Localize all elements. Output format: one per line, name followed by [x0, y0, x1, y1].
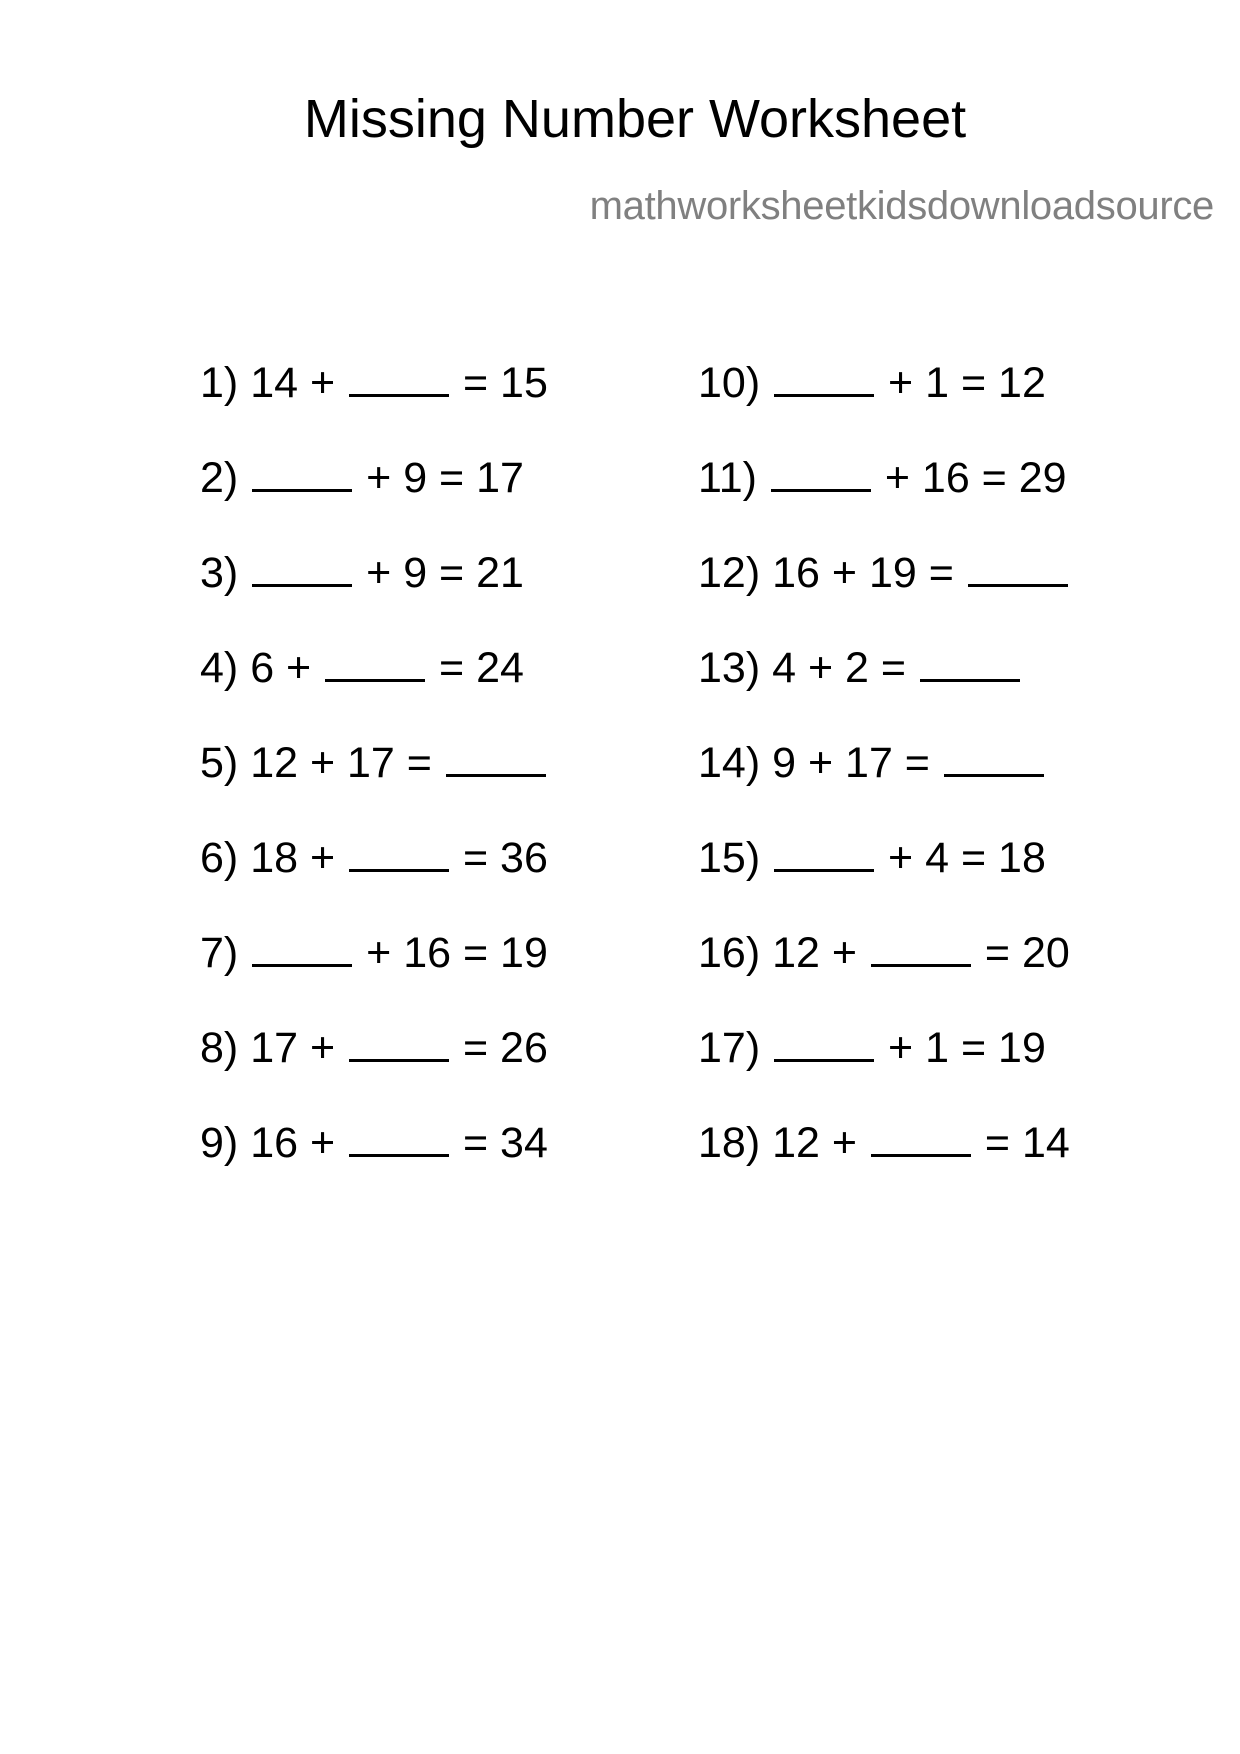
equation-text: 14 +	[250, 359, 348, 407]
answer-blank[interactable]	[349, 825, 449, 872]
problem-number: 12)	[698, 549, 773, 597]
problem-item	[200, 730, 548, 825]
equation-text: 6 +	[250, 644, 324, 692]
problem-item	[200, 635, 548, 730]
answer-blank[interactable]	[349, 350, 449, 397]
answer-blank[interactable]	[252, 920, 352, 967]
problem-number: 2)	[200, 454, 251, 502]
answer-blank[interactable]	[968, 540, 1068, 587]
problem-item	[698, 635, 1070, 730]
problem-item	[698, 1015, 1070, 1110]
equation-text: 12 + 17 =	[250, 739, 444, 787]
answer-blank[interactable]	[325, 635, 425, 682]
answer-blank[interactable]	[871, 920, 971, 967]
equation-text: = 34	[451, 1119, 548, 1167]
equation-text: = 20	[972, 929, 1070, 977]
problem-number: 9)	[200, 1119, 251, 1167]
problem-column-left	[200, 350, 548, 1205]
answer-blank[interactable]	[774, 825, 874, 872]
answer-blank[interactable]	[349, 1015, 449, 1062]
problem-number: 5)	[200, 739, 251, 787]
problem-item	[200, 825, 548, 920]
answer-blank[interactable]	[920, 635, 1020, 682]
source-watermark: mathworksheetkidsdownloadsource	[589, 184, 1214, 228]
answer-blank[interactable]	[446, 730, 546, 777]
equation-text: 9 + 17 =	[772, 739, 942, 787]
equation-text: + 9 = 21	[354, 549, 524, 597]
equation-text: + 9 = 17	[354, 454, 524, 502]
problem-item	[200, 1015, 548, 1110]
problem-number: 13)	[698, 644, 773, 692]
problem-item	[698, 350, 1070, 445]
problem-number: 6)	[200, 834, 251, 882]
answer-blank[interactable]	[349, 1110, 449, 1157]
equation-text: 12 +	[772, 929, 869, 977]
equation-text: + 1 = 12	[876, 359, 1046, 407]
problem-item	[200, 540, 548, 635]
answer-blank[interactable]	[871, 1110, 971, 1157]
problem-item	[200, 920, 548, 1015]
problem-item	[200, 1110, 548, 1205]
problem-item	[698, 920, 1070, 1015]
problem-number: 7)	[200, 929, 251, 977]
problem-number: 8)	[200, 1024, 251, 1072]
problem-item	[698, 540, 1070, 635]
problem-item	[698, 445, 1070, 540]
answer-blank[interactable]	[252, 445, 352, 492]
problem-item	[200, 445, 548, 540]
problem-item	[698, 1110, 1070, 1205]
problem-item	[200, 350, 548, 445]
answer-blank[interactable]	[771, 445, 871, 492]
equation-text: = 36	[451, 834, 548, 882]
equation-text: 18 +	[250, 834, 348, 882]
problem-item	[698, 825, 1070, 920]
equation-text: + 1 = 19	[876, 1024, 1046, 1072]
problem-number: 17)	[698, 1024, 773, 1072]
equation-text: = 14	[972, 1119, 1070, 1167]
equation-text: 12 +	[772, 1119, 869, 1167]
problem-number: 1)	[200, 359, 251, 407]
equation-text: = 15	[451, 359, 548, 407]
equation-text: = 26	[451, 1024, 548, 1072]
equation-text: 16 + 19 =	[772, 549, 966, 597]
problem-column-right	[698, 350, 1070, 1205]
problem-number: 10)	[698, 359, 773, 407]
problem-item	[698, 730, 1070, 825]
equation-text: 17 +	[250, 1024, 348, 1072]
problem-number: 16)	[698, 929, 773, 977]
equation-text: = 24	[427, 644, 524, 692]
problem-number: 11)	[698, 454, 769, 502]
answer-blank[interactable]	[774, 1015, 874, 1062]
answer-blank[interactable]	[944, 730, 1044, 777]
problem-number: 4)	[200, 644, 251, 692]
equation-text: + 16 = 29	[872, 454, 1067, 502]
problem-number: 18)	[698, 1119, 773, 1167]
equation-text: 4 + 2 =	[772, 644, 918, 692]
problem-number: 3)	[200, 549, 251, 597]
equation-text: 16 +	[250, 1119, 348, 1167]
answer-blank[interactable]	[774, 350, 874, 397]
problem-number: 15)	[698, 834, 773, 882]
equation-text: + 4 = 18	[876, 834, 1046, 882]
equation-text: + 16 = 19	[354, 929, 548, 977]
problem-number: 14)	[698, 739, 773, 787]
answer-blank[interactable]	[252, 540, 352, 587]
worksheet-title: Missing Number Worksheet	[303, 89, 967, 149]
